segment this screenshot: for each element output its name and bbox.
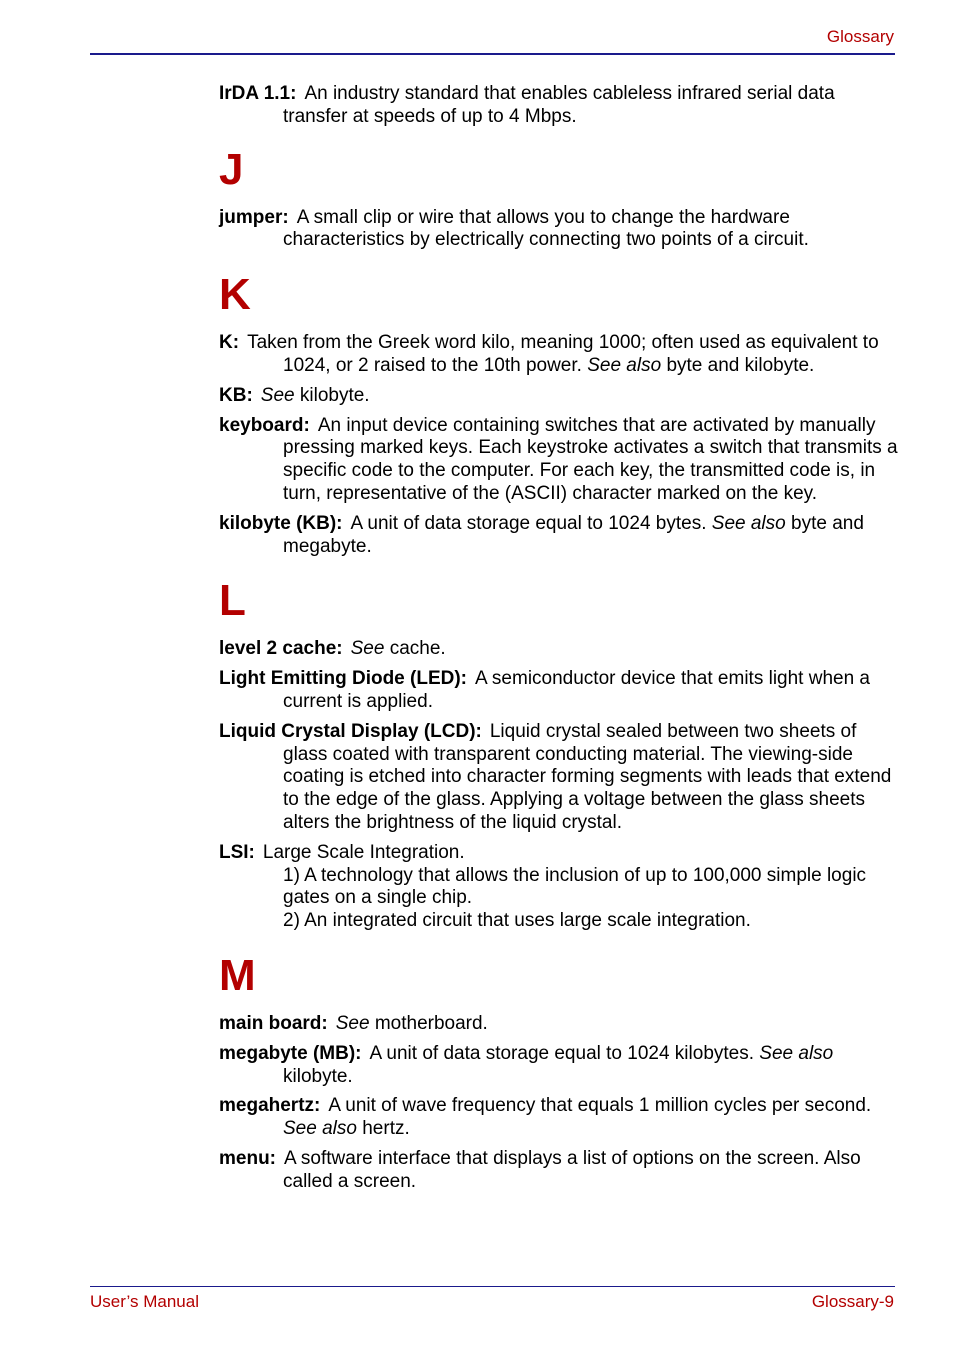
see-reference: See [350, 638, 385, 660]
footer-page-number: Glossary-9 [811, 1292, 894, 1311]
glossary-entry-irda [219, 83, 899, 129]
entry-term: Light Emitting Diode (LED): [219, 668, 468, 690]
glossary-entry-led [219, 668, 899, 714]
entry-definition-tail: kilobyte. [283, 1065, 353, 1087]
glossary-entry-k [219, 332, 899, 378]
glossary-entry-keyboard [219, 415, 899, 506]
glossary-entry-menu [219, 1148, 899, 1194]
running-header-title: Glossary [826, 27, 894, 46]
section-letter-k: K [219, 270, 251, 320]
header-rule [90, 53, 895, 55]
entry-term: KB: [219, 384, 253, 406]
section-letter-l: L [219, 576, 246, 626]
see-also-reference: See also [759, 1042, 834, 1064]
footer-manual-title: User’s Manual [90, 1292, 199, 1311]
entry-term: Liquid Crystal Display (LCD): [219, 720, 482, 742]
glossary-entry-megahertz [219, 1095, 899, 1141]
entry-term: K: [219, 332, 240, 354]
entry-definition: A unit of data storage equal to 1024 bytes. [350, 512, 707, 534]
entry-term: main board: [219, 1012, 328, 1034]
glossary-entry-lcd [219, 721, 899, 835]
entry-definition-tail: kilobyte. [299, 384, 370, 406]
entry-term: kilobyte (KB): [219, 512, 343, 534]
entry-term: megahertz: [219, 1095, 321, 1117]
entry-definition: Large Scale Integration. [262, 841, 465, 863]
entry-definition-tail: motherboard. [374, 1012, 488, 1034]
see-also-reference: See also [711, 512, 786, 534]
glossary-entry-megabyte [219, 1043, 899, 1089]
entry-definition-tail: byte and megabyte. [283, 512, 864, 557]
footer-rule [90, 1286, 895, 1287]
entry-term: jumper: [219, 206, 289, 228]
see-reference: See [335, 1012, 370, 1034]
see-also-reference: See also [587, 354, 662, 376]
entry-definition: Liquid crystal sealed between two sheets of glass coated with transparent conducting material. The viewing-side coating is etched into character forming segments with leads that extend to the edge of the glass. Applying a voltage between the glass sheets alters the brightness of the liquid crystal. [283, 720, 892, 833]
glossary-entry-kilobyte [219, 513, 899, 559]
glossary-entry-level-2-cache [219, 638, 899, 661]
section-letter-j: J [219, 144, 244, 194]
entry-definition-tail: cache. [389, 638, 446, 660]
entry-definition-tail: byte and kilobyte. [666, 354, 815, 376]
glossary-content [219, 83, 899, 1201]
entry-term: keyboard: [219, 414, 310, 436]
entry-definition: A unit of wave frequency that equals 1 million cycles per second. [328, 1095, 872, 1117]
see-reference: See [260, 384, 295, 406]
entry-subdefinition-2: 2) An integrated circuit that uses large scale integration. [283, 910, 751, 932]
entry-subdefinition-1: 1) A technology that allows the inclusion of up to 100,000 simple logic gates on a single chip. [283, 864, 867, 909]
entry-term: menu: [219, 1147, 276, 1169]
entry-term: IrDA 1.1: [219, 83, 297, 104]
glossary-entry-lsi [219, 842, 899, 933]
section-letter-m: M [219, 950, 256, 1000]
entry-definition: An input device containing switches that are activated by manually pressing marked keys. Each keystroke activates a switch that transmits a specific code to the computer. For each key, the transmitted code is, in turn, representative of the (ASCII) character marked on the key. [283, 414, 898, 504]
entry-definition: A software interface that displays a list of options on the screen. Also called a screen. [283, 1147, 861, 1192]
entry-term: LSI: [219, 841, 255, 863]
entry-definition: Taken from the Greek word kilo, meaning 1000; often used as equivalent to 1024, or 2 raised to the 10th power. [247, 332, 879, 376]
entry-term: level 2 cache: [219, 638, 343, 660]
see-also-reference: See also [283, 1118, 357, 1140]
entry-definition: A semiconductor device that emits light when a current is applied. [283, 668, 870, 712]
glossary-entry-jumper [219, 207, 899, 253]
entry-definition: A small clip or wire that allows you to change the hardware characteristics by electrically connecting two points of a circuit. [283, 206, 809, 251]
glossary-entry-kb [219, 385, 899, 408]
entry-term: megabyte (MB): [219, 1042, 362, 1064]
entry-definition: A unit of data storage equal to 1024 kilobytes. [369, 1042, 755, 1064]
entry-definition: An industry standard that enables cableless infrared serial data transfer at speeds of up to 4 Mbps. [283, 83, 835, 127]
glossary-entry-main-board [219, 1013, 899, 1036]
entry-definition-tail: hertz. [362, 1118, 410, 1140]
